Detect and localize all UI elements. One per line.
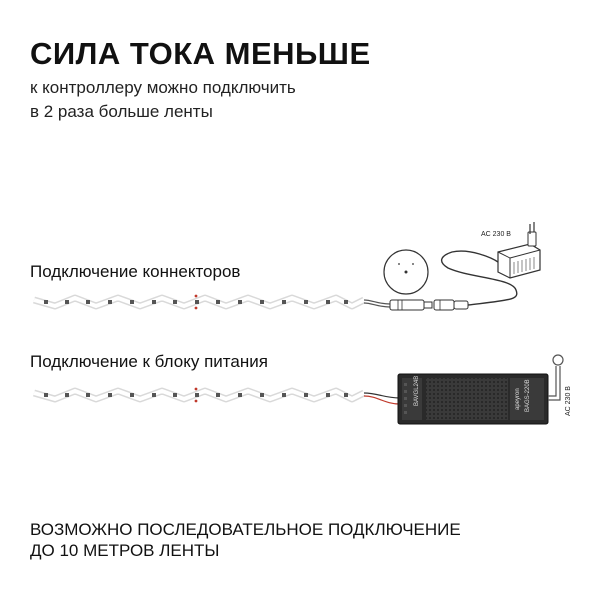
psu-label: AC 230 В (565, 386, 572, 416)
psu-brand: apeyron (515, 388, 521, 410)
page-title: СИЛА ТОКА МЕНЬШЕ (30, 36, 371, 71)
psu-model-2: BAGS-220B (525, 379, 531, 412)
led-strip-1 (34, 295, 364, 310)
footer-line-1: ВОЗМОЖНО ПОСЛЕДОВАТЕЛЬНОЕ ПОДКЛЮЧЕНИЕ (30, 520, 461, 539)
psu-model-1: BAVGL24B (414, 375, 420, 406)
dc-jack-connector (390, 300, 468, 310)
subtitle-line-1: к контроллеру можно подключить (30, 78, 296, 97)
strip-connector-cable (364, 300, 390, 307)
psu-mains-cable (548, 355, 563, 400)
connector-section-label: Подключение коннекторов (30, 262, 241, 281)
led-strip-2 (34, 388, 364, 403)
psu-input-wires (364, 393, 400, 404)
psu-section-label: Подключение к блоку питания (30, 352, 268, 371)
controller-cap (384, 250, 428, 294)
subtitle-line-2: в 2 раза больше ленты (30, 102, 213, 121)
footer-line-2: ДО 10 МЕТРОВ ЛЕНТЫ (30, 541, 220, 560)
adapter-label: AC 230 В (481, 231, 511, 238)
